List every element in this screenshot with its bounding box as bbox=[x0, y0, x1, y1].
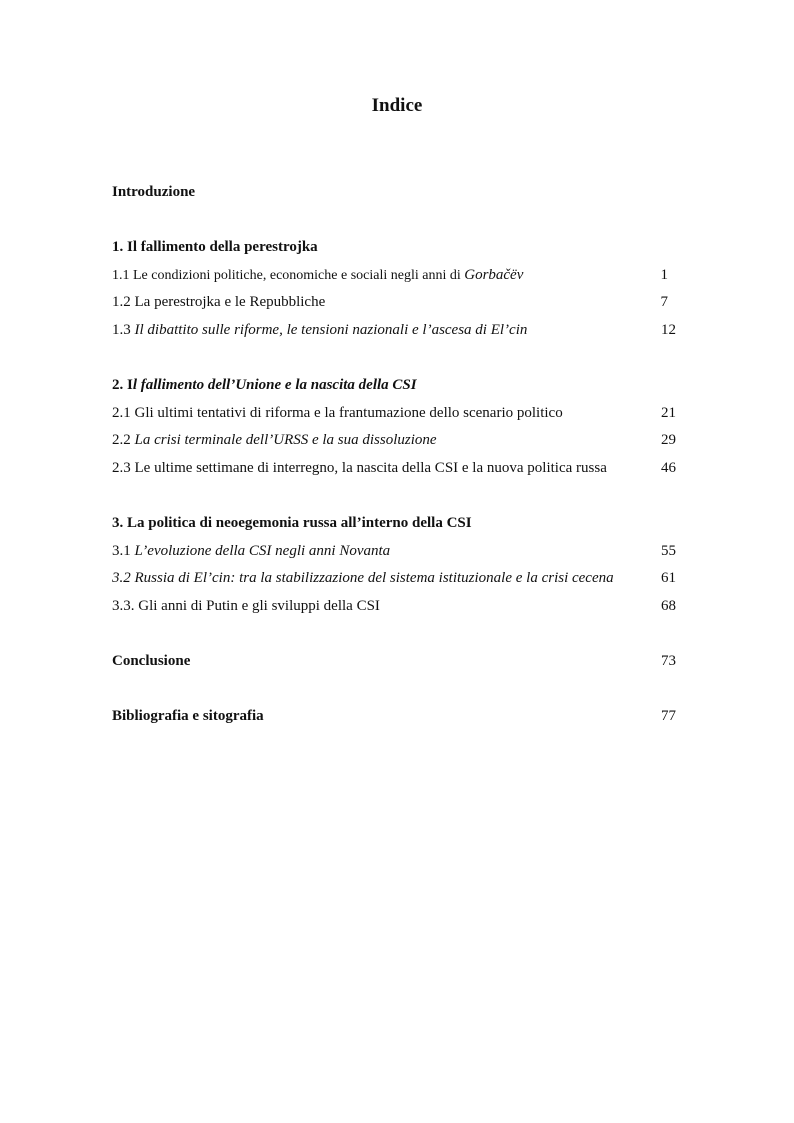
toc-entry-label: 2.2 bbox=[112, 432, 135, 448]
toc-page-number: 7 bbox=[660, 294, 668, 310]
toc-chapter-label-italic: l fallimento dell’Unione e la nascita della CSI bbox=[132, 377, 417, 393]
toc-chapter-3-heading[interactable] bbox=[112, 512, 676, 534]
toc-entry-label-italic: Il dibattito sulle riforme, le tensioni nazionali e l’ascesa di El’cin bbox=[134, 322, 528, 338]
toc-entry-label-italic: La crisi terminale dell’URSS e la sua dissoluzione bbox=[134, 432, 437, 448]
toc-page-number: 68 bbox=[661, 598, 676, 614]
toc-entry-2-3[interactable] bbox=[112, 457, 676, 479]
toc-page-number: 77 bbox=[661, 708, 676, 724]
toc-entry-label: 2.3 Le ultime settimane di interregno, la nascita della CSI e la nuova politica russa bbox=[112, 460, 607, 476]
toc-page-number: 12 bbox=[661, 322, 676, 338]
toc-page-number: 46 bbox=[661, 460, 676, 476]
toc-entry-label-italic: 3.2 Russia di El’cin: tra la stabilizzazione del sistema istituzionale e la crisi cecena bbox=[112, 570, 614, 586]
toc-chapter-label: 2. I bbox=[112, 377, 133, 393]
toc-entry-label: Bibliografia e sitografia bbox=[112, 708, 264, 724]
toc-page-number: 73 bbox=[661, 653, 676, 669]
toc-chapter-1-heading[interactable] bbox=[112, 236, 676, 258]
toc-page-number: 61 bbox=[661, 570, 676, 586]
toc-chapter-label: 1. Il fallimento della perestrojka bbox=[112, 239, 318, 255]
toc-entry-label: Introduzione bbox=[112, 184, 196, 200]
toc-entry-label: 3.1 bbox=[112, 543, 135, 559]
toc-entry-label: 1.3 bbox=[112, 322, 135, 338]
toc-entry-2-1[interactable] bbox=[112, 402, 676, 424]
toc-entry-label-italic: L’evoluzione della CSI negli anni Novanta bbox=[134, 543, 391, 559]
toc-page-number: 1 bbox=[660, 267, 668, 283]
toc-entry-1-2[interactable] bbox=[112, 291, 676, 313]
toc-entry-label: Conclusione bbox=[112, 653, 191, 669]
toc-page-number: 29 bbox=[661, 432, 676, 448]
toc-chapter-2-heading[interactable] bbox=[112, 374, 676, 396]
toc-entry-1-3[interactable] bbox=[112, 319, 676, 341]
toc-entry-label: 2.1 Gli ultimi tentativi di riforma e la frantumazione dello scenario politico bbox=[112, 405, 563, 421]
page-title: Indice bbox=[371, 95, 423, 116]
toc-entry-2-2[interactable] bbox=[112, 429, 676, 451]
toc-entry-bibliografia[interactable] bbox=[112, 705, 676, 727]
toc-entry-1-1[interactable] bbox=[112, 264, 676, 286]
toc-entry-3-1[interactable] bbox=[112, 540, 676, 562]
toc-chapter-label: 3. La politica di neoegemonia russa all’interno della CSI bbox=[112, 515, 472, 531]
toc-page-number: 55 bbox=[661, 543, 676, 559]
toc-page-number: 21 bbox=[661, 405, 676, 421]
toc-entry-introduzione[interactable] bbox=[112, 181, 676, 203]
toc-entry-label: 1.1 Le condizioni politiche, economiche e sociali negli anni di bbox=[112, 268, 465, 283]
toc-entry-label: 1.2 La perestrojka e le Repubbliche bbox=[112, 294, 326, 310]
toc-entry-conclusione[interactable] bbox=[112, 650, 676, 672]
toc-entry-3-2[interactable] bbox=[112, 567, 676, 589]
toc-entry-label-italic: Gorbačëv bbox=[464, 267, 524, 283]
toc-entry-label: 3.3. Gli anni di Putin e gli sviluppi della CSI bbox=[112, 598, 380, 614]
toc-entry-3-3[interactable] bbox=[112, 595, 676, 617]
